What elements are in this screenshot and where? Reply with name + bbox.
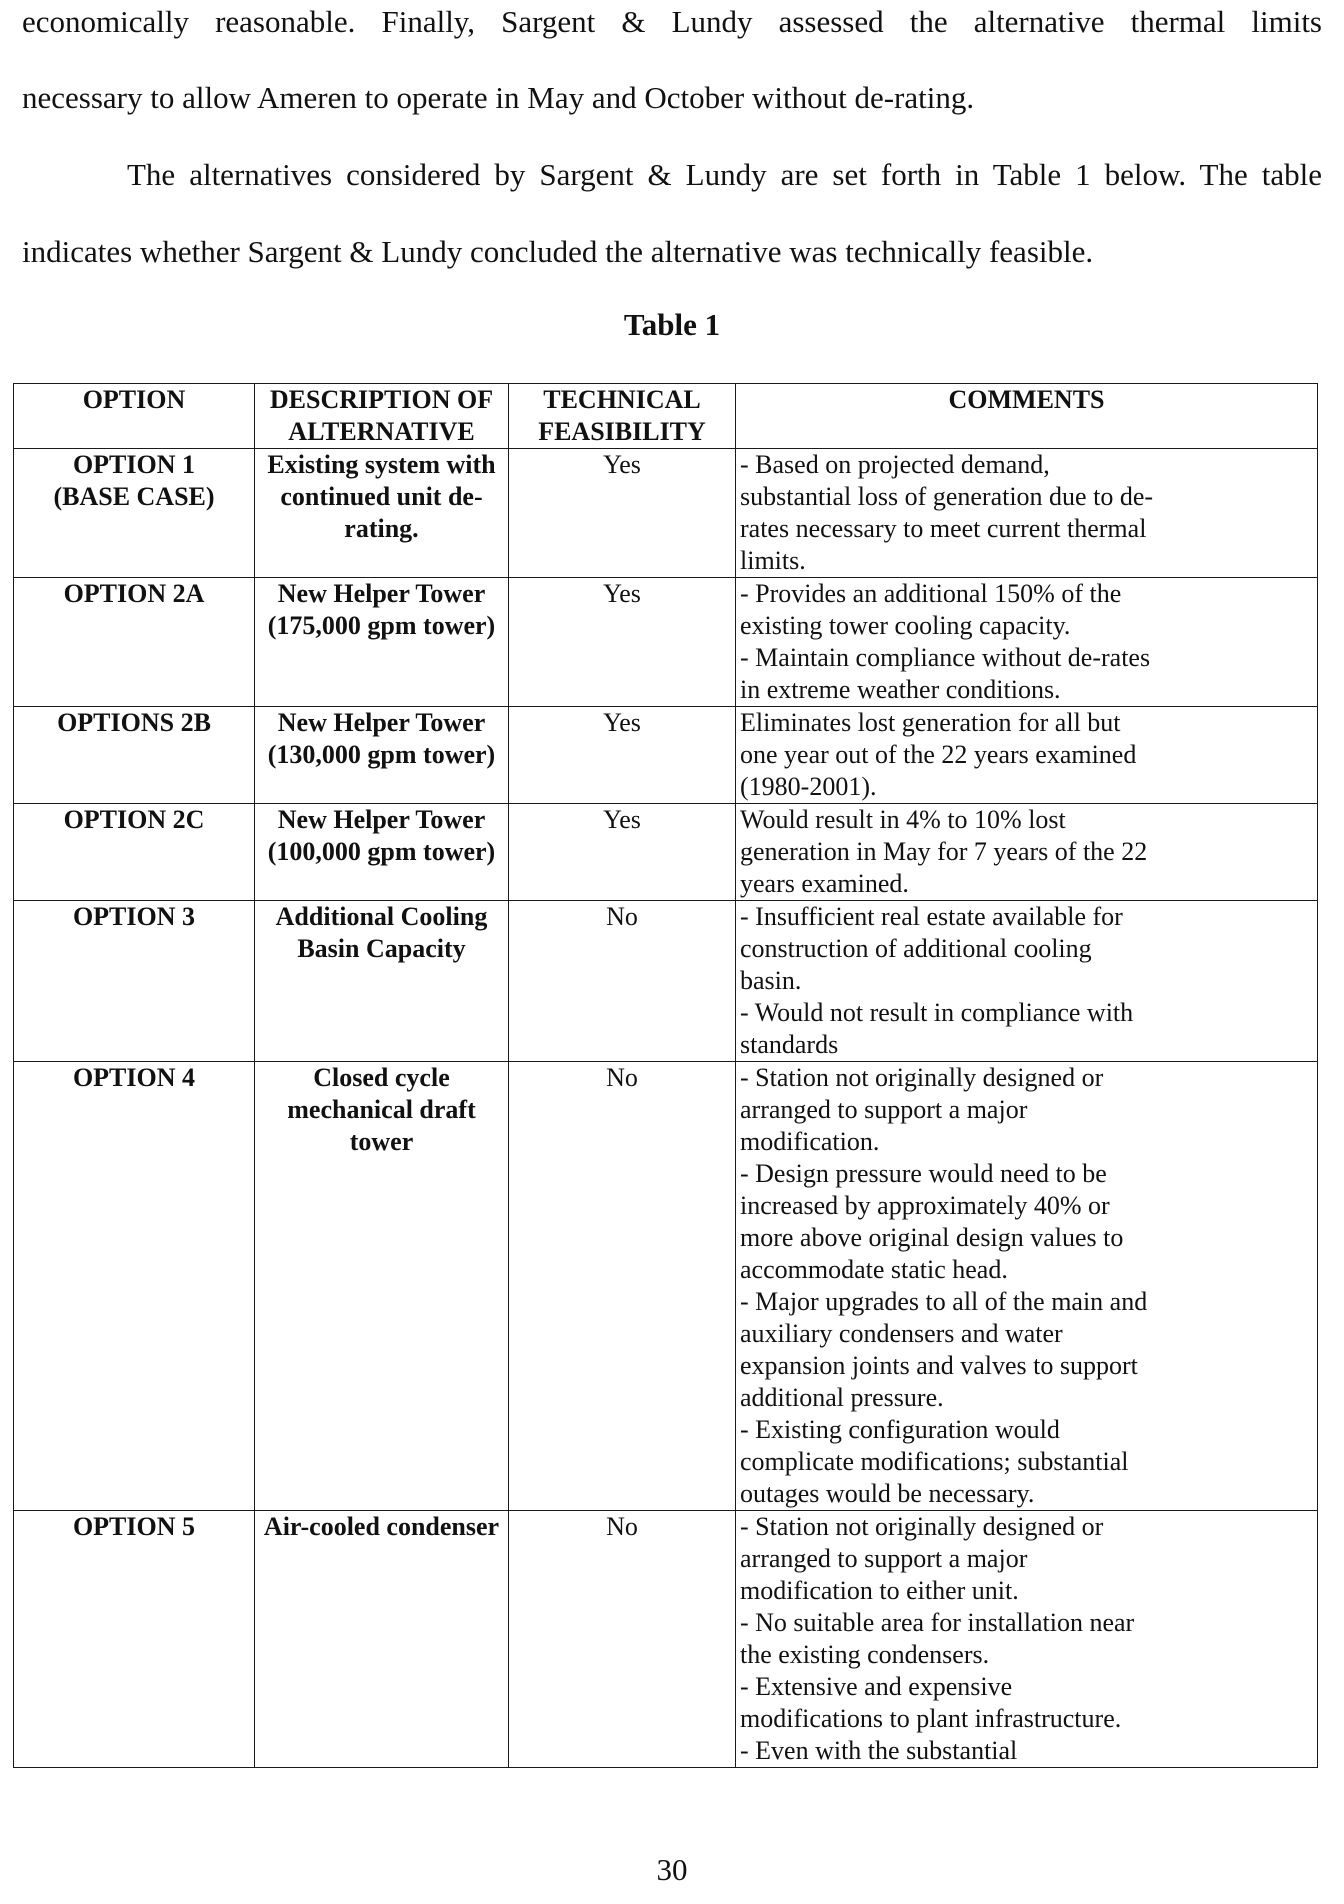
comments-cell-line: basin. [740, 966, 802, 995]
comments-cell-line: - Even with the substantial [740, 1736, 1018, 1765]
option-cell [14, 578, 255, 707]
comments-cell-line: modification to either unit. [740, 1576, 1019, 1605]
description-cell-line: (100,000 gpm tower) [267, 837, 496, 866]
description-cell-line: Additional Cooling [275, 902, 488, 931]
comments-cell-line: - Extensive and expensive [740, 1672, 1013, 1701]
description-cell-line: tower [349, 1127, 414, 1156]
feasibility-cell: Yes [509, 449, 736, 578]
comments-cell-line: - Station not originally designed or [740, 1512, 1104, 1541]
feasibility-cell: No [509, 1062, 736, 1511]
header-description-line: DESCRIPTION OF [269, 385, 494, 414]
comments-cell-line: arranged to support a major [740, 1544, 1028, 1573]
description-cell-line: Air-cooled condenser [263, 1512, 500, 1541]
comments-cell-line: substantial loss of generation due to de- [740, 482, 1154, 511]
feasibility-cell: Yes [509, 707, 736, 804]
description-cell [255, 707, 509, 804]
header-feasibility-line: FEASIBILITY [538, 417, 706, 446]
comments-cell-line: one year out of the 22 years examined [740, 740, 1137, 769]
body-text-line: necessary to allow Ameren to operate in May and October without de-rating. [22, 80, 975, 115]
table-row [14, 707, 1318, 804]
comments-cell-line: expansion joints and valves to support [740, 1351, 1138, 1380]
table-row [14, 1062, 1318, 1511]
table-body [14, 449, 1318, 1768]
comments-cell-line: arranged to support a major [740, 1095, 1028, 1124]
body-text-line: economically reasonable. Finally, Sargent & Lundy assessed the alternative thermal limits [22, 4, 1322, 39]
description-cell-line: New Helper Tower [277, 708, 486, 737]
comments-cell-line: - Major upgrades to all of the main and [740, 1287, 1148, 1316]
header-feasibility-line: TECHNICAL [543, 385, 701, 414]
description-cell-line: Basin Capacity [297, 934, 466, 963]
comments-cell-line: - Insufficient real estate available for [740, 902, 1123, 931]
comments-cell [736, 1511, 1318, 1768]
description-cell [255, 901, 509, 1062]
comments-cell [736, 804, 1318, 901]
comments-cell [736, 578, 1318, 707]
comments-cell [736, 901, 1318, 1062]
option-cell [14, 1062, 255, 1511]
table-row [14, 578, 1318, 707]
description-cell [255, 804, 509, 901]
description-cell-line: (175,000 gpm tower) [267, 611, 496, 640]
option-cell-line: OPTION 4 [72, 1063, 196, 1092]
option-cell [14, 707, 255, 804]
comments-cell-line: the existing condensers. [740, 1640, 990, 1669]
feasibility-cell: Yes [509, 804, 736, 901]
table-row [14, 1511, 1318, 1768]
table-header-row [14, 384, 1318, 449]
options-table [13, 383, 1318, 1768]
feasibility-cell: Yes [509, 578, 736, 707]
comments-cell-line: standards [740, 1030, 839, 1059]
table-row [14, 901, 1318, 1062]
feasibility-cell: No [509, 1511, 736, 1768]
comments-cell-line: more above original design values to [740, 1223, 1124, 1252]
comments-cell [736, 449, 1318, 578]
option-cell-line: OPTION 1 [72, 450, 196, 479]
option-cell-line: OPTION 2C [63, 805, 205, 834]
comments-cell-line: construction of additional cooling [740, 934, 1092, 963]
comments-cell-line: outages would be necessary. [740, 1479, 1035, 1508]
comments-cell-line: (1980-2001). [740, 772, 877, 801]
comments-cell-line: years examined. [740, 869, 909, 898]
comments-cell-line: Eliminates lost generation for all but [740, 708, 1121, 737]
comments-cell-line: generation in May for 7 years of the 22 [740, 837, 1148, 866]
comments-cell-line: additional pressure. [740, 1383, 944, 1412]
description-cell [255, 449, 509, 578]
description-cell-line: Existing system with [267, 450, 496, 479]
comments-cell-line: increased by approximately 40% or [740, 1191, 1110, 1220]
header-option: OPTION [14, 384, 255, 449]
comments-cell [736, 707, 1318, 804]
description-cell-line: mechanical draft [287, 1095, 476, 1124]
comments-cell-line: modifications to plant infrastructure. [740, 1704, 1122, 1733]
description-cell-line: continued unit de- [280, 482, 483, 511]
option-cell [14, 901, 255, 1062]
description-cell [255, 1511, 509, 1768]
header-description [255, 384, 509, 449]
comments-cell-line: modification. [740, 1127, 880, 1156]
comments-cell-line: accommodate static head. [740, 1255, 1008, 1284]
comments-cell-line: existing tower cooling capacity. [740, 611, 1071, 640]
comments-cell-line: - Station not originally designed or [740, 1063, 1104, 1092]
header-description-line: ALTERNATIVE [288, 417, 475, 446]
comments-cell-line: - Would not result in compliance with [740, 998, 1134, 1027]
comments-cell-line: - Existing configuration would [740, 1415, 1060, 1444]
option-cell-line: OPTION 3 [72, 902, 196, 931]
comments-cell-line: Would result in 4% to 10% lost [740, 805, 1066, 834]
comments-cell-line: rates necessary to meet current thermal [740, 514, 1147, 543]
option-cell [14, 804, 255, 901]
option-cell-line: OPTION 5 [72, 1512, 196, 1541]
description-cell-line: New Helper Tower [277, 805, 486, 834]
comments-cell-line: - Based on projected demand, [740, 450, 1050, 479]
description-cell [255, 578, 509, 707]
description-cell [255, 1062, 509, 1511]
comments-cell-line: - Provides an additional 150% of the [740, 579, 1122, 608]
description-cell-line: rating. [344, 514, 419, 543]
table-caption: Table 1 [623, 307, 721, 342]
feasibility-cell: No [509, 901, 736, 1062]
page-number: 30 [656, 1852, 688, 1887]
comments-cell [736, 1062, 1318, 1511]
option-cell-line: OPTION 2A [63, 579, 205, 608]
header-feasibility [509, 384, 736, 449]
option-cell-line: OPTIONS 2B [57, 708, 211, 737]
option-cell-line: (BASE CASE) [53, 482, 215, 511]
comments-cell-line: - Design pressure would need to be [740, 1159, 1107, 1188]
comments-cell-line: limits. [740, 546, 806, 575]
comments-cell-line: in extreme weather conditions. [740, 675, 1061, 704]
body-text-line: indicates whether Sargent & Lundy concluded the alternative was technically feasible. [22, 234, 1094, 269]
comments-cell-line: complicate modifications; substantial [740, 1447, 1129, 1476]
description-cell-line: Closed cycle [313, 1063, 450, 1092]
table-row [14, 804, 1318, 901]
comments-cell-line: auxiliary condensers and water [740, 1319, 1063, 1348]
comments-cell-line: - No suitable area for installation near [740, 1608, 1135, 1637]
body-text-line: The alternatives considered by Sargent & Lundy are set forth in Table 1 below. The table [127, 157, 1322, 192]
option-cell [14, 1511, 255, 1768]
table-row [14, 449, 1318, 578]
description-cell-line: (130,000 gpm tower) [267, 740, 496, 769]
header-comments: COMMENTS [736, 384, 1318, 449]
comments-cell-line: - Maintain compliance without de-rates [740, 643, 1151, 672]
option-cell [14, 449, 255, 578]
description-cell-line: New Helper Tower [277, 579, 486, 608]
